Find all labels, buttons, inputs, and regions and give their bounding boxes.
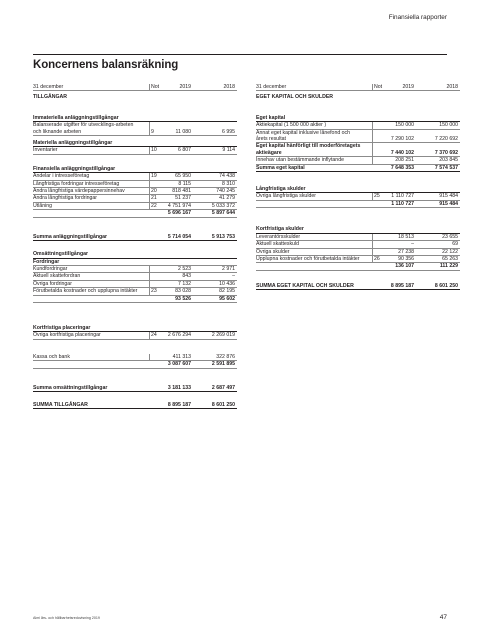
note-ref: 20 — [151, 188, 157, 195]
page-title: Koncernens balansräkning — [33, 59, 179, 71]
value-2018: 2 687 497 — [211, 384, 235, 391]
table-row — [256, 143, 460, 157]
row-label: TILLGÅNGAR — [33, 94, 68, 101]
value-2019: 411 313 — [172, 353, 191, 360]
table-row — [256, 234, 460, 241]
row-label: Övriga skulder — [256, 248, 290, 255]
value-2018: 740 245 — [216, 188, 235, 195]
row-label: Balanserade utgifter för utvecklings-arbeten och liknande arbeten — [33, 122, 134, 135]
row-label: SUMMA TILLGÅNGAR — [33, 401, 88, 408]
row-label: Omsättningstillgångar — [33, 251, 89, 258]
value-2019: 7 440 102 — [390, 149, 414, 156]
value-2018: 2018 — [223, 84, 235, 90]
table-row — [33, 288, 237, 295]
row-label: Långfristiga fordringar intresseföretag — [33, 180, 120, 187]
table-row — [256, 130, 460, 144]
value-2018: 8 601 250 — [434, 282, 458, 289]
table-row — [33, 266, 237, 273]
value-2018: 69 — [452, 241, 458, 248]
table-row — [256, 157, 460, 164]
note-ref: 9 — [151, 128, 154, 135]
value-2019: 8 895 187 — [167, 401, 191, 408]
total-row — [33, 402, 237, 409]
row-label: Aktiekapital (1 500 000 aktier ) — [256, 122, 327, 129]
row-label: Övriga kortfristiga placeringar — [33, 332, 101, 339]
value-2018: 322 876 — [216, 353, 235, 360]
note-ref: Not — [151, 84, 160, 90]
table-row — [256, 256, 460, 263]
note-ref: 22 — [151, 202, 157, 209]
row-label: Andra långfristiga fordringar — [33, 195, 98, 202]
value-2019: 7 290 102 — [390, 136, 414, 143]
row-label: 31 december — [256, 84, 287, 90]
value-2018: 65 263 — [442, 255, 458, 262]
note-ref: 26 — [374, 255, 380, 262]
row-label — [256, 201, 362, 207]
row-label: Kortfristiga placeringar — [33, 324, 91, 331]
note-ref: 24 — [151, 332, 157, 339]
value-2018: 23 655 — [442, 233, 458, 240]
value-2018: 7 574 537 — [434, 164, 458, 171]
row-label — [33, 296, 139, 302]
row-label: Eget kapital hänförligt till moderföretagets aktieägare — [256, 143, 361, 156]
table-row — [33, 147, 237, 154]
value-2018: 915 484 — [439, 193, 458, 200]
value-2019: 2019 — [402, 84, 414, 90]
note-ref: Not — [374, 84, 383, 90]
row-label: Aktuell skatteskuld — [256, 241, 299, 248]
value-2019: 65 950 — [175, 173, 191, 180]
title-rule — [33, 54, 447, 55]
table-row — [33, 273, 237, 280]
value-2019: 5 714 054 — [167, 233, 191, 240]
value-2019: 150 000 — [395, 122, 414, 129]
value-2018: 5 913 753 — [211, 233, 235, 240]
table-row — [33, 281, 237, 288]
table-row — [33, 181, 237, 188]
value-2018: 150 000 — [439, 122, 458, 129]
value-2018: – — [232, 273, 235, 280]
column-header-row — [33, 84, 237, 91]
row-label: Finansiella anläggningstillgångar — [33, 165, 116, 172]
total-row — [33, 385, 237, 392]
note-ref: 25 — [374, 193, 380, 200]
total-row — [256, 165, 460, 172]
row-label: SUMMA EGET KAPITAL OCH SKULDER — [256, 282, 354, 289]
row-label: Upplupna kostnader och förutbetalda intäkter — [256, 255, 360, 262]
row-label: Långfristiga skulder — [256, 186, 306, 193]
subsection-heading — [256, 226, 460, 233]
value-2018: 9 114 — [222, 147, 235, 154]
table-row — [256, 241, 460, 248]
row-label — [33, 210, 139, 216]
row-label: Kundfordringar — [33, 265, 68, 272]
value-2019: 11 080 — [175, 128, 191, 135]
table-row — [33, 122, 237, 136]
note-ref: 23 — [151, 288, 157, 295]
value-2018: 5 897 644 — [211, 210, 235, 217]
table-row — [33, 173, 237, 180]
row-label: Innehav utan bestämmande inflytande — [256, 157, 344, 164]
value-2019: 818 481 — [172, 188, 191, 195]
row-label: Summa anläggningstillgångar — [33, 233, 108, 240]
table-row — [256, 122, 460, 129]
running-header: Finansiella rapporter — [388, 14, 447, 21]
value-2019: 8 115 — [178, 180, 191, 187]
row-label: Utlåning — [33, 202, 53, 209]
note-ref: 10 — [151, 147, 157, 154]
row-label — [33, 361, 139, 367]
row-label: Övriga fordringar — [33, 280, 72, 287]
row-label: EGET KAPITAL OCH SKULDER — [256, 94, 334, 101]
value-2019: 4 751 974 — [167, 202, 191, 209]
value-2019: 7 132 — [178, 280, 191, 287]
subtotal-row — [33, 210, 237, 217]
section-heading — [33, 94, 237, 100]
value-2018: 111 229 — [439, 263, 458, 270]
value-2018: 2 269 019 — [211, 332, 235, 339]
value-2018: 5 033 372 — [211, 202, 235, 209]
value-2019: – — [411, 241, 414, 248]
value-2019: 7 648 353 — [390, 164, 414, 171]
value-2018: 2018 — [446, 84, 458, 90]
subtotal-row — [256, 201, 460, 208]
row-label: Immateriella anläggningstillgångar — [33, 114, 119, 121]
page-number: 47 — [439, 614, 447, 621]
value-2019: 2 523 — [178, 265, 191, 272]
table-row — [33, 195, 237, 202]
value-2018: 10 436 — [219, 280, 235, 287]
value-2019: 1 110 727 — [391, 200, 414, 207]
row-label: Eget kapital — [256, 114, 286, 121]
equity-liabilities-column — [256, 84, 460, 290]
value-2019: 27 238 — [398, 248, 414, 255]
assets-column — [33, 84, 237, 409]
value-2019: 6 807 — [178, 147, 191, 154]
row-label: 31 december — [33, 84, 64, 90]
value-2018: 8 310 — [222, 180, 235, 187]
row-label: Andelar i intresseföretag — [33, 173, 90, 180]
row-label — [256, 263, 362, 269]
value-2018: 2 971 — [222, 265, 235, 272]
total-row — [256, 283, 460, 290]
subtotal-row — [33, 296, 237, 303]
row-label: Fordringar — [33, 258, 60, 265]
value-2018: 7 220 692 — [434, 136, 458, 143]
table-row — [33, 354, 237, 361]
row-label: Kassa och bank — [33, 353, 70, 360]
table-row — [256, 249, 460, 256]
value-2018: 203 845 — [439, 157, 458, 164]
row-label: Inventarier — [33, 147, 58, 154]
table-row — [33, 203, 237, 210]
value-2018: 7 370 692 — [434, 149, 458, 156]
subsection-heading — [33, 259, 237, 266]
row-label: Kortfristiga skulder — [256, 226, 304, 233]
table-row — [33, 332, 237, 339]
value-2019: 93 526 — [175, 295, 191, 302]
row-label: Materiella anläggningstillgångar — [33, 140, 113, 147]
footer-publication: Almi års- och hållbarhetsredovisning 2019 — [33, 616, 100, 620]
row-label: Förutbetalda kostnader och upplupna intäkter — [33, 288, 138, 295]
note-ref: 21 — [151, 195, 157, 202]
row-label: Övriga långfristiga skulder — [256, 193, 316, 200]
subsection-heading — [33, 166, 237, 173]
value-2018: 41 279 — [219, 195, 235, 202]
note-ref: 19 — [151, 173, 157, 180]
value-2019: 136 107 — [395, 263, 414, 270]
column-header-row — [256, 84, 460, 91]
value-2019: 90 356 — [398, 255, 414, 262]
value-2018: 82 195 — [219, 288, 235, 295]
subsection-heading — [33, 251, 237, 258]
value-2019: 2019 — [179, 84, 191, 90]
subtotal-row — [33, 361, 237, 368]
value-2018: 74 438 — [219, 173, 235, 180]
value-2019: 18 513 — [398, 233, 414, 240]
value-2018: 2 591 895 — [211, 361, 235, 368]
subsection-heading — [33, 140, 237, 147]
subsection-heading — [256, 115, 460, 122]
row-label: Leverantörsskulder — [256, 233, 301, 240]
row-label: Annat eget kapital inklusive lånefond och årets resultat — [256, 129, 351, 143]
subtotal-row — [256, 263, 460, 270]
row-label: Andra långfristiga värdepappersinnehav — [33, 188, 125, 195]
value-2019: 1 110 727 — [391, 193, 414, 200]
value-2019: 8 895 187 — [390, 282, 414, 289]
value-2019: 2 676 294 — [167, 332, 191, 339]
value-2019: 5 696 167 — [167, 210, 191, 217]
subsection-heading — [33, 115, 237, 122]
value-2019: 3 181 133 — [167, 384, 191, 391]
row-label: Summa eget kapital — [256, 164, 305, 171]
value-2018: 6 995 — [222, 128, 235, 135]
total-row — [33, 234, 237, 241]
row-label: Summa omsättningstillgångar — [33, 384, 108, 391]
value-2018: 22 122 — [442, 248, 458, 255]
section-heading — [256, 94, 460, 100]
value-2019: 208 251 — [395, 157, 414, 164]
value-2018: 915 484 — [439, 200, 458, 207]
row-label: Aktuell skattefordran — [33, 273, 81, 280]
value-2018: 95 602 — [219, 295, 235, 302]
value-2019: 51 237 — [175, 195, 191, 202]
value-2018: 8 601 250 — [211, 401, 235, 408]
table-row — [256, 193, 460, 200]
value-2019: 83 028 — [175, 288, 191, 295]
value-2019: 3 087 607 — [167, 361, 191, 368]
value-2019: 843 — [182, 273, 191, 280]
